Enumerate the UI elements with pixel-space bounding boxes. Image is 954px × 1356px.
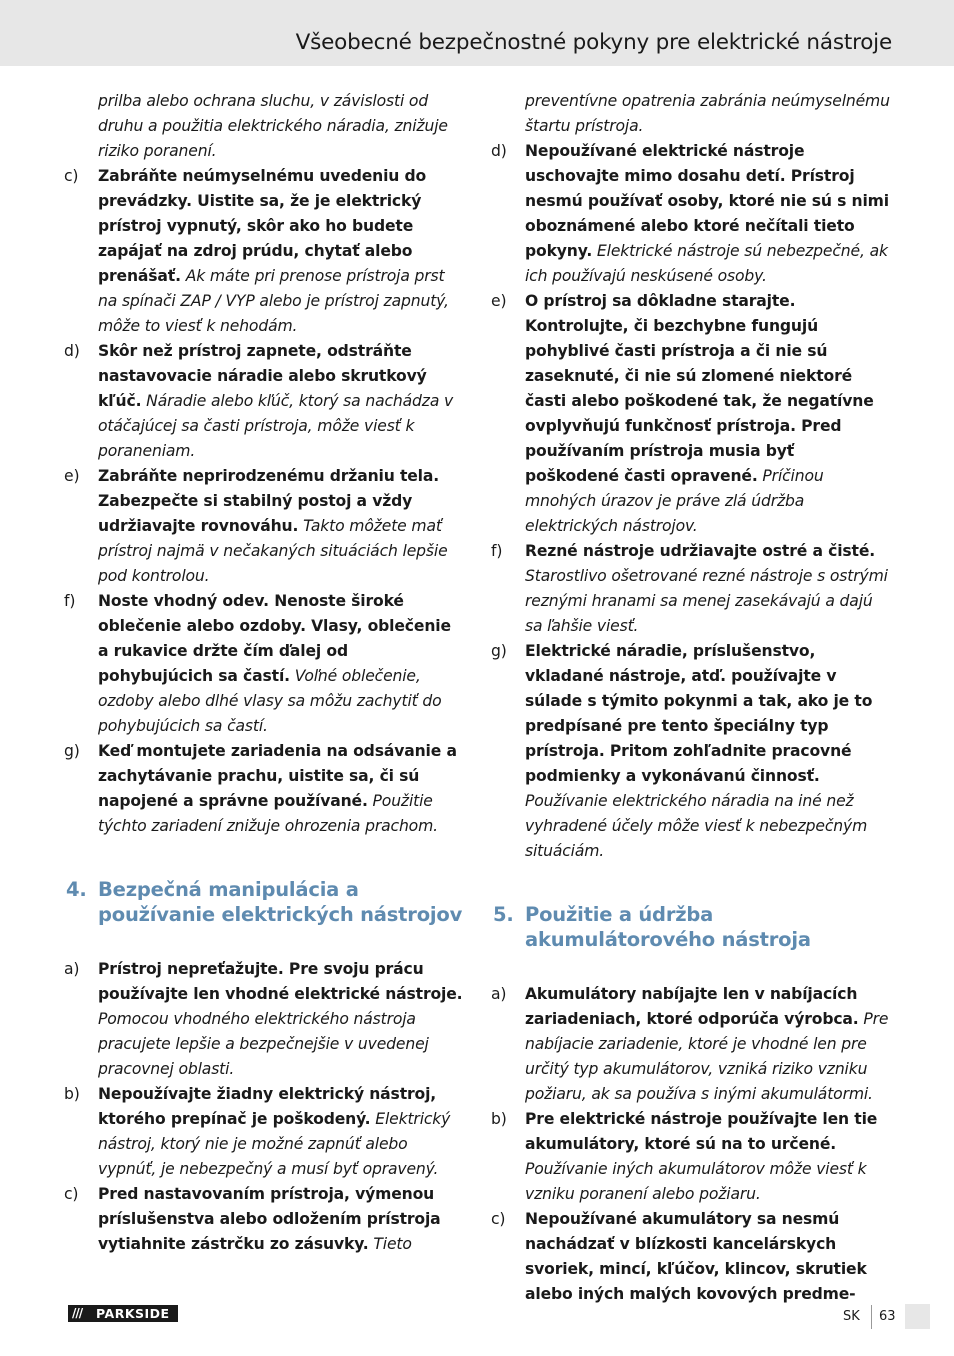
item-italic-text: Používanie iných akumulátorov môže viesť k vzniku poranení alebo požiaru. bbox=[525, 1160, 867, 1203]
item-italic-text: Elektrické nástroje sú nebezpečné, ak ich používajú neskúsené osoby. bbox=[525, 242, 888, 285]
list-marker: e) bbox=[491, 292, 507, 310]
list-marker: a) bbox=[491, 985, 507, 1003]
item-italic-text: Takto môžete mať prístroj najmä v nečakaných situáciách lepšie pod kontrolou. bbox=[98, 517, 448, 585]
list-item bbox=[62, 589, 466, 739]
item-bold-text: Akumulátory nabíjajte len v nabíjacích zariadeniach, ktoré odporúča výrobca. bbox=[525, 985, 859, 1028]
left-list-2 bbox=[62, 957, 466, 1257]
list-item bbox=[62, 739, 466, 839]
list-marker: e) bbox=[64, 467, 80, 485]
logo-slashes: /// bbox=[72, 1306, 83, 1320]
list-marker: b) bbox=[491, 1110, 507, 1128]
list-item bbox=[62, 1182, 466, 1257]
item-italic-text: Pre nabíjacie zariadenie, ktoré je vhodné len pre určitý typ akumulátorov, vzniká riziko vzniku požiaru, ak sa používa s inými akumulátormi. bbox=[525, 1010, 889, 1103]
item-italic-text: Príčinou mnohých úrazov je práve zlá údržba elektrických nástrojov. bbox=[525, 467, 824, 535]
list-item bbox=[489, 139, 893, 289]
item-bold-text: Zabráňte neúmyselnému uvedeniu do prevádzky. Uistite sa, že je elektrický prístroj vypnutý, skôr ako ho budete zapájať na zdroj prúdu, chytať alebo prenášať. bbox=[98, 167, 427, 285]
item-bold-text: Zabráňte neprirodzenému držaniu tela. Zabezpečte si stabilný postoj a vždy udržiavajte rovnováhu. bbox=[98, 467, 440, 535]
list-marker: g) bbox=[64, 742, 80, 760]
item-bold-text: O prístroj sa dôkladne starajte. Kontrolujte, či bezchybne fungujú pohyblivé časti prístroja a či nie sú zaseknuté, či nie sú zlomené niektoré časti alebo poškodené tak, že negatívne ovplyvňujú funkčnosť prístroja. Pred používaním prístroja musia byť poškodené časti opravené. bbox=[525, 292, 874, 485]
section-4-heading bbox=[62, 877, 466, 927]
section-title: Bezpečná manipulácia a používanie elektrických nástrojov bbox=[98, 878, 463, 926]
item-italic-text: Elektrický nástroj, ktorý nie je možné zapnúť alebo vypnúť, je nebezpečný a musí byť opravený. bbox=[98, 1110, 451, 1178]
list-marker: d) bbox=[64, 342, 80, 360]
footer-tab bbox=[905, 1304, 930, 1329]
list-item bbox=[62, 164, 466, 339]
right-intro-text: preventívne opatrenia zabránia neúmyselnému štartu prístroja. bbox=[525, 92, 890, 135]
page-number: 63 bbox=[879, 1309, 896, 1324]
list-marker: c) bbox=[491, 1210, 506, 1228]
list-item bbox=[489, 1107, 893, 1207]
item-italic-text: Starostlivo ošetrované rezné nástroje s ostrými reznými hranami sa menej zasekávajú a dajú sa ľahšie viesť. bbox=[525, 567, 888, 635]
list-marker: f) bbox=[64, 592, 76, 610]
item-bold-text: Noste vhodný odev. Nenoste široké oblečenie alebo ozdoby. Vlasy, oblečenie a rukavice držte čím ďalej od pohybujúcich sa častí. bbox=[98, 592, 451, 685]
item-bold-text: Rezné nástroje udržiavajte ostré a čisté. bbox=[525, 542, 876, 560]
page-title: Všeobecné bezpečnostné pokyny pre elektrické nástroje bbox=[295, 30, 892, 55]
list-item bbox=[62, 339, 466, 464]
list-item bbox=[489, 1207, 893, 1307]
item-bold-text: Pre elektrické nástroje používajte len tie akumulátory, ktoré sú na to určené. bbox=[525, 1110, 878, 1153]
item-bold-text: Nepoužívajte žiadny elektrický nástroj, ktorého prepínač je poškodený. bbox=[98, 1085, 437, 1128]
right-column bbox=[489, 89, 893, 1307]
item-italic-text: Pomocou vhodného elektrického nástroja pracujete lepšie a bezpečnejšie v uvedenej pracovnej oblasti. bbox=[98, 1010, 429, 1078]
list-item bbox=[62, 464, 466, 589]
item-bold-text: Keď montujete zariadenia na odsávanie a zachytávanie prachu, uistite sa, či sú napojené a správne používané. bbox=[98, 742, 457, 810]
section-5-heading bbox=[489, 902, 893, 952]
list-marker: b) bbox=[64, 1085, 80, 1103]
list-item bbox=[62, 957, 466, 1082]
logo-brand: PARKSIDE bbox=[96, 1306, 170, 1321]
language-code: SK bbox=[843, 1309, 860, 1324]
right-list-1 bbox=[489, 139, 893, 864]
list-item bbox=[62, 1082, 466, 1182]
list-marker: g) bbox=[491, 642, 507, 660]
left-column bbox=[62, 89, 466, 1257]
item-italic-text: Ak máte pri prenose prístroja prst na spínači ZAP / VYP alebo je prístroj zapnutý, môže to viesť k nehodám. bbox=[98, 267, 449, 335]
list-item bbox=[489, 639, 893, 864]
item-italic-text: Tieto bbox=[368, 1235, 412, 1253]
item-italic-text: Voľné oblečenie, ozdoby alebo dlhé vlasy sa môžu zachytiť do pohybujúcich sa častí. bbox=[98, 667, 442, 735]
list-marker: d) bbox=[491, 142, 507, 160]
list-marker: a) bbox=[64, 960, 80, 978]
item-bold-text: Elektrické náradie, príslušenstvo, vkladané nástroje, atď. používajte v súlade s týmito pokynmi a tak, ako je to predpísané pre tento špeciálny typ prístroja. Pritom zohľadnite pracovné podmienky a vykonávanú činnosť. bbox=[525, 642, 873, 785]
left-list-1 bbox=[62, 164, 466, 839]
page-header bbox=[0, 0, 954, 66]
item-bold-text: Skôr než prístroj zapnete, odstráňte nastavovacie náradie alebo skrutkový kľúč. bbox=[98, 342, 427, 410]
list-marker: c) bbox=[64, 1185, 79, 1203]
footer-divider bbox=[871, 1305, 872, 1329]
item-bold-text: Nepoužívané akumulátory sa nesmú nachádzať v blízkosti kancelárskych svoriek, mincí, kľúčov, klincov, skrutiek alebo iných malých kovových predme- bbox=[525, 1210, 867, 1303]
item-italic-text: Použitie týchto zariadení znižuje ohrozenia prachom. bbox=[98, 792, 438, 835]
item-bold-text: Nepoužívané elektrické nástroje uschovajte mimo dosahu detí. Prístroj nesmú používať osoby, ktoré nie sú s nimi oboznámené alebo ktoré nečítali tieto pokyny. bbox=[525, 142, 889, 260]
section-number: 5. bbox=[493, 903, 514, 926]
item-italic-text: Používanie elektrického náradia na iné než vyhradené účely môže viesť k nebezpečným situáciám. bbox=[525, 792, 868, 860]
right-list-2 bbox=[489, 982, 893, 1307]
list-marker: f) bbox=[491, 542, 503, 560]
item-bold-text: Pred nastavovaním prístroja, výmenou príslušenstva alebo odložením prístroja vytiahnite zástrčku zo zásuvky. bbox=[98, 1185, 441, 1253]
section-number: 4. bbox=[66, 878, 87, 901]
list-marker: c) bbox=[64, 167, 79, 185]
section-title: Použitie a údržba akumulátorového nástroja bbox=[525, 903, 811, 951]
list-item bbox=[489, 539, 893, 639]
list-item bbox=[489, 289, 893, 539]
left-intro-text: prilba alebo ochrana sluchu, v závislosti od druhu a použitia elektrického náradia, znižuje riziko poranení. bbox=[98, 92, 448, 160]
item-bold-text: Prístroj nepreťažujte. Pre svoju prácu používajte len vhodné elektrické nástroje. bbox=[98, 960, 463, 1003]
item-italic-text: Náradie alebo kľúč, ktorý sa nachádza v otáčajúcej sa časti prístroja, môže viesť k poraneniam. bbox=[98, 392, 454, 460]
list-item bbox=[489, 982, 893, 1107]
parkside-logo bbox=[68, 1305, 178, 1322]
